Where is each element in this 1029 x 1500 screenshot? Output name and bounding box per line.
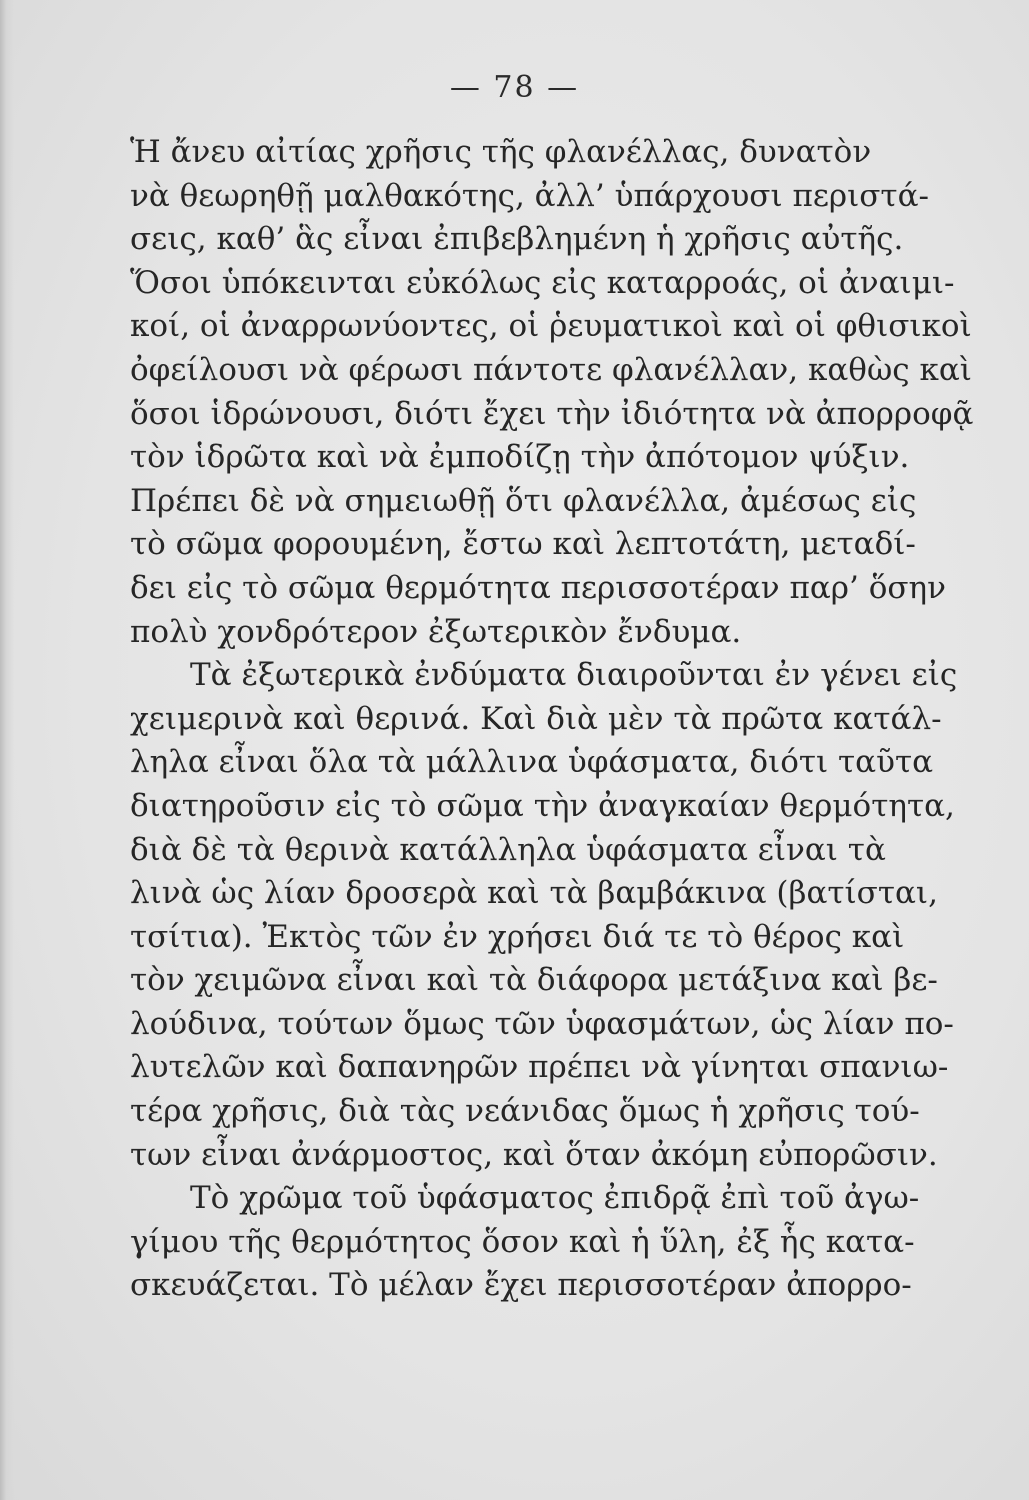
paragraph-1 — [130, 131, 974, 654]
text-line: κοί, οἱ ἀναρρωνύοντες, οἱ ῥευματικοὶ καὶ οἱ φθισικοὶ — [130, 308, 972, 345]
text-line: Τὰ ἐξωτερικὰ ἐνδύματα διαιροῦνται ἐν γένει εἰς — [190, 657, 958, 694]
text-line: τὸν ἱδρῶτα καὶ νὰ ἐμποδίζῃ τὴν ἀπότομον ψύξιν. — [130, 439, 910, 476]
text-line: διατηροῦσιν εἰς τὸ σῶμα τὴν ἀναγκαίαν θερμότητα, — [130, 787, 955, 824]
text-line: Ὅσοι ὑπόκεινται εὐκόλως εἰς καταρροάς, οἱ ἀναιμι- — [130, 264, 955, 301]
text-line: σκευάζεται. Τὸ μέλαν ἔχει περισσοτέραν ἀπορρο- — [130, 1267, 912, 1304]
text-line: τὸ σῶμα φορουμένη, ἔστω καὶ λεπτοτάτη, μεταδί- — [130, 526, 916, 563]
text-line: γίμου τῆς θερμότητος ὅσον καὶ ἡ ὕλη, ἐξ ἧς κατα- — [130, 1223, 915, 1260]
body-text — [130, 131, 974, 1308]
text-line: δει εἰς τὸ σῶμα θερμότητα περισσοτέραν παρ’ ὅσην — [130, 569, 946, 606]
text-line: Ἡ ἄνευ αἰτίας χρῆσις τῆς φλανέλλας, δυνατὸν — [130, 134, 872, 170]
text-line: ὅσοι ἱδρώνουσι, διότι ἔχει τὴν ἰδιότητα νὰ ἀπορροφᾷ — [130, 395, 974, 432]
text-line: διὰ δὲ τὰ θερινὰ κατάλληλα ὑφάσματα εἶναι τὰ — [130, 831, 886, 868]
text-line: λούδινα, τούτων ὅμως τῶν ὑφασμάτων, ὡς λίαν πο- — [130, 1005, 954, 1042]
text-line: ὀφείλουσι νὰ φέρωσι πάντοτε φλανέλλαν, καθὼς καὶ — [130, 351, 972, 388]
text-line: λινὰ ὡς λίαν δροσερὰ καὶ τὰ βαμβάκινα (βατίσται, — [130, 875, 938, 912]
text-line: λυτελῶν καὶ δαπανηρῶν πρέπει νὰ γίνηται σπανιω- — [130, 1049, 949, 1086]
paragraph-3 — [130, 1177, 920, 1308]
page-number: — 78 — — [449, 70, 580, 105]
text-line: τέρα χρῆσις, διὰ τὰς νεάνιδας ὅμως ἡ χρῆσις τού- — [130, 1093, 920, 1130]
text-line: νὰ θεωρηθῇ μαλθακότης, ἀλλ’ ὑπάρχουσι περιστά- — [130, 177, 929, 214]
text-line: σεις, καθ’ ἃς εἶναι ἐπιβεβλημένη ἡ χρῆσις αὐτῆς. — [130, 221, 904, 258]
text-line: των εἶναι ἀνάρμοστος, καὶ ὅταν ἀκόμη εὐπορῶσιν. — [130, 1136, 938, 1173]
paragraph-2 — [130, 654, 958, 1177]
text-line: πολὺ χονδρότερον ἐξωτερικὸν ἔνδυμα. — [130, 613, 742, 650]
page-gutter-shadow — [0, 0, 14, 1500]
text-line: Πρέπει δὲ νὰ σημειωθῇ ὅτι φλανέλλα, ἀμέσως εἰς — [130, 482, 917, 519]
text-line: Τὸ χρῶμα τοῦ ὑφάσματος ἐπιδρᾷ ἐπὶ τοῦ ἀγω- — [190, 1180, 920, 1217]
text-line: τὸν χειμῶνα εἶναι καὶ τὰ διάφορα μετάξινα καὶ βε- — [130, 962, 938, 999]
text-line: τσίτια). Ἐκτὸς τῶν ἐν χρήσει διά τε τὸ θέρος καὶ — [130, 918, 905, 955]
text-line: χειμερινὰ καὶ θερινά. Καὶ διὰ μὲν τὰ πρῶτα κατάλ- — [130, 700, 942, 737]
text-line: ληλα εἶναι ὅλα τὰ μάλλινα ὑφάσματα, διότι ταῦτα — [130, 744, 934, 781]
